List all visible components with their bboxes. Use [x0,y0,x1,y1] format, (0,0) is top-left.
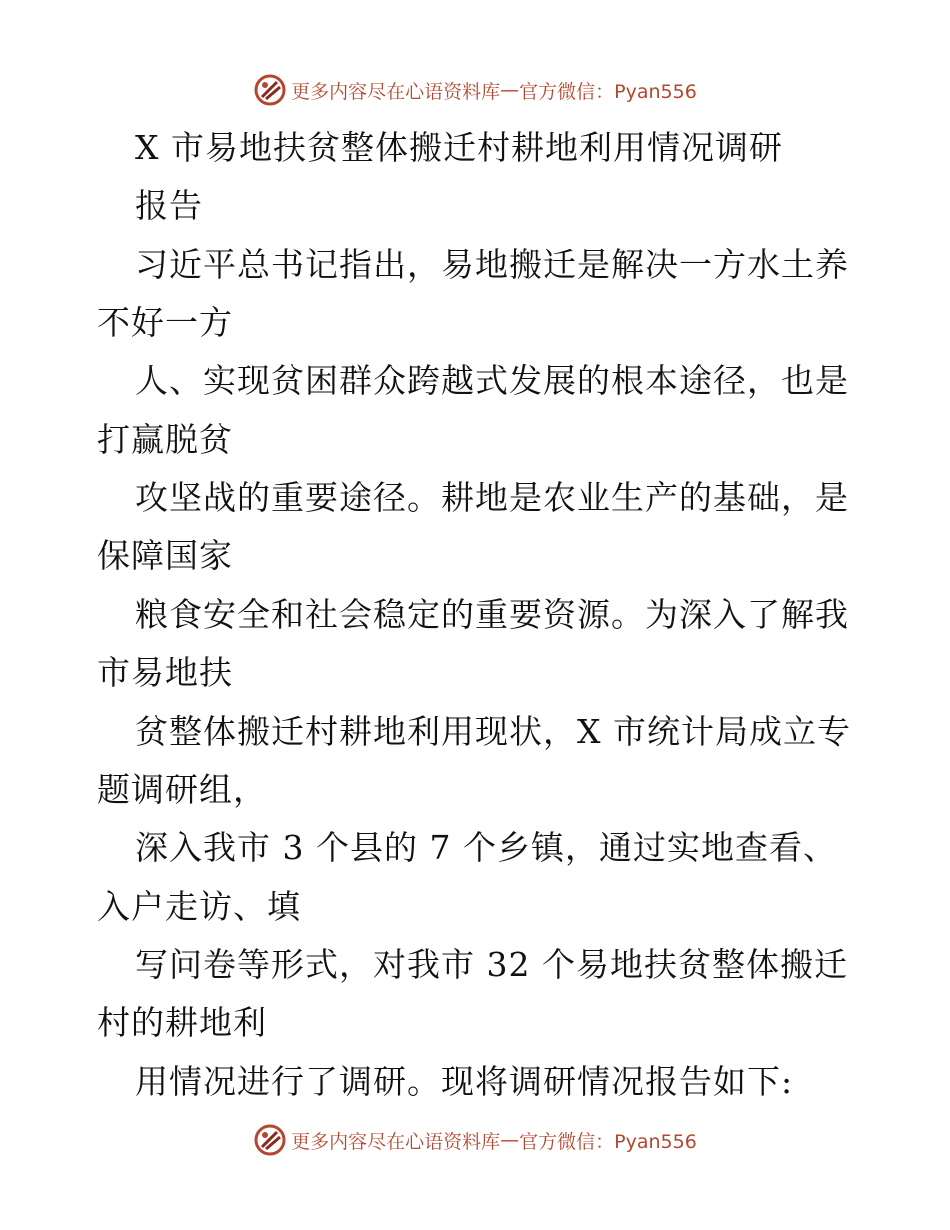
paragraph-line: 题调研组， [97,770,267,809]
paragraph-line: 村的耕地利 [97,1003,267,1042]
footer-watermark-banner [0,1120,950,1160]
header-watermark-banner [0,70,950,110]
paragraph-line: 深入我市 3 个县的 7 个乡镇，通过实地查看、 [135,828,837,867]
banner-text: 更多内容尽在心语资料库 [291,1130,501,1153]
banner-separator: — [500,79,520,101]
paragraph-line: 不好一方 [97,303,233,342]
paragraph-line: 攻坚战的重要途径。耕地是农业生产的基础，是 [135,478,849,517]
paragraph-line: 写问卷等形式，对我市 32 个易地扶贫整体搬迁 [135,945,848,984]
paragraph-line: 人、实现贫困群众跨越式发展的根本途径，也是 [135,361,849,400]
paragraph-line: 贫整体搬迁村耕地利用现状，X 市统计局成立专 [135,712,851,751]
paragraph-line: 市易地扶 [97,653,233,692]
banner-text: 更多内容尽在心语资料库 [291,80,501,103]
document-title-line-1: X 市易地扶贫整体搬迁村耕地利用情况调研 [135,128,783,167]
paragraph-line: 习近平总书记指出，易地搬迁是解决一方水土养 [135,245,849,284]
banner-wechat: 官方微信：Pyan556 [519,80,697,103]
paragraph-line: 保障国家 [97,536,233,575]
banner-wechat: 官方微信：Pyan556 [519,1130,697,1153]
brand-logo-icon [253,73,287,107]
paragraph-line: 入户走访、填 [97,887,301,926]
document-title-line-2: 报告 [135,186,203,225]
banner-separator: — [500,1129,520,1151]
paragraph-line: 打赢脱贫 [97,420,233,459]
paragraph-line: 粮食安全和社会稳定的重要资源。为深入了解我 [135,595,849,634]
brand-logo-icon [253,1123,287,1157]
paragraph-line: 用情况进行了调研。现将调研情况报告如下: [135,1062,794,1101]
